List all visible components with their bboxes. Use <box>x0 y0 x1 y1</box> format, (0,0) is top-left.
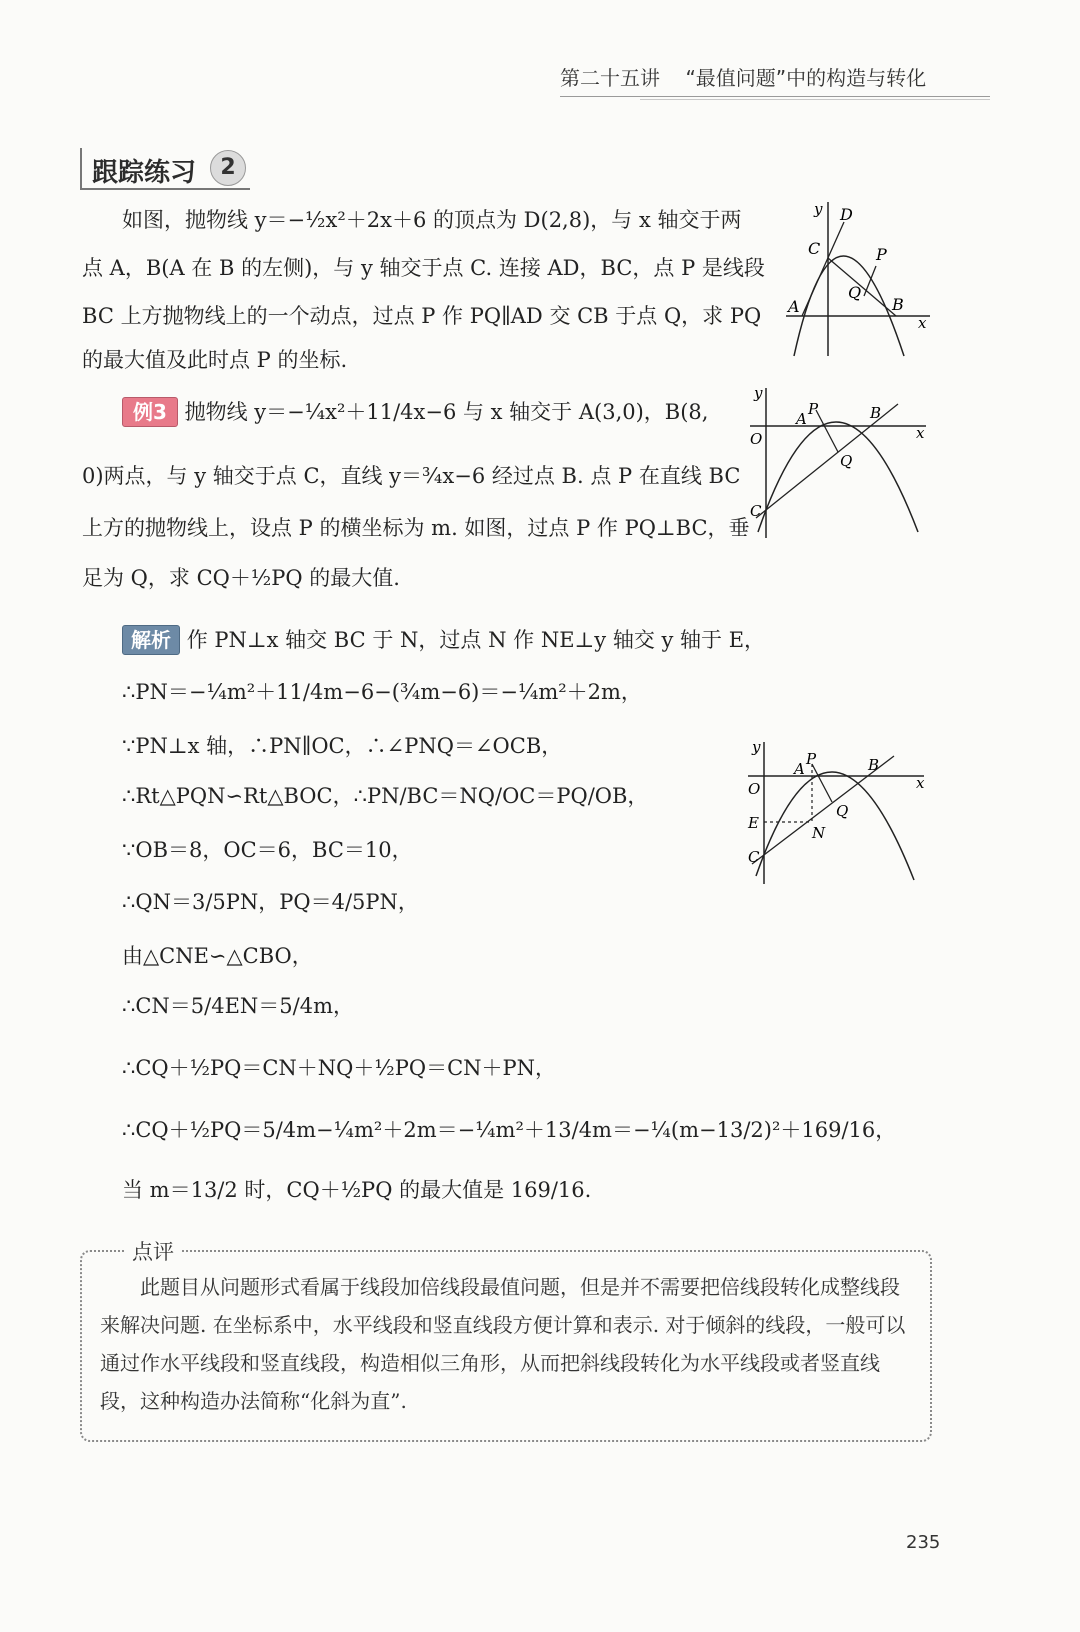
fig3-label-A: A <box>794 760 805 778</box>
section-rule <box>80 188 250 190</box>
fig3-label-y: y <box>752 738 761 756</box>
example-line-1 <box>82 392 742 460</box>
solution-line-1-text: 作 PN⊥x 轴交 BC 于 N，过点 N 作 NE⊥y 轴交 y 轴于 E， <box>186 628 766 652</box>
fig2-label-y: y <box>754 384 763 402</box>
fig1-label-Q: Q <box>848 283 862 302</box>
solution-line-11: 当 m＝13/2 时，CQ＋½PQ 的最大值是 169/16. <box>122 1178 592 1202</box>
practice-line-4: 的最大值及此时点 P 的坐标. <box>82 348 348 372</box>
fig2-segment-PQ <box>816 410 838 452</box>
example-line-1-text: 抛物线 y＝−¼x²＋11/4x−6 与 x 轴交于 A(3,0)，B(8, <box>184 400 709 424</box>
fig3-label-E: E <box>748 814 759 832</box>
solution <box>122 620 897 1224</box>
fig2-label-P: P <box>808 400 819 418</box>
fig1-label-A: A <box>788 297 800 316</box>
fig3-label-O: O <box>748 780 761 798</box>
fig3-label-Q: Q <box>836 802 849 820</box>
example-line-2: 0)两点，与 y 轴交于点 C，直线 y＝¾x−6 经过点 B. 点 P 在直线 BC <box>82 464 741 488</box>
practice-line-3: BC 上方抛物线上的一个动点，过点 P 作 PQ∥AD 交 CB 于点 Q，求 PQ <box>82 304 762 328</box>
practice-problem <box>82 204 772 388</box>
section-title: 跟踪练习 <box>92 158 197 188</box>
solution-line-9: ∴CQ＋½PQ＝CN＋NQ＋½PQ＝CN＋PN， <box>122 1056 557 1080</box>
header-rule-secondary <box>640 99 990 100</box>
fig1-label-y: y <box>814 200 823 218</box>
fig1-label-D: D <box>840 205 853 224</box>
figure-2-parabola <box>746 382 936 542</box>
fig2-label-A: A <box>796 410 807 428</box>
fig1-segment-AD <box>802 222 844 316</box>
fig1-label-B: B <box>892 295 904 314</box>
fig2-parabola-curve <box>758 422 918 532</box>
fig3-parabola-curve <box>756 772 914 880</box>
fig1-label-x: x <box>918 314 927 332</box>
solution-line-6: ∴QN＝3/5PN，PQ＝4/5PN， <box>122 890 419 914</box>
figure-3-parabola <box>744 736 934 886</box>
section-bar <box>80 148 82 188</box>
fig1-label-P: P <box>876 245 887 264</box>
fig3-label-B: B <box>868 756 880 774</box>
fig3-label-P: P <box>806 750 817 768</box>
solution-line-2: ∴PN＝−¼m²＋11/4m−6−(¾m−6)＝−¼m²＋2m， <box>122 680 642 704</box>
solution-line-10: ∴CQ＋½PQ＝5/4m−¼m²＋2m＝−¼m²＋13/4m＝−¼(m−13/2)²＋169/16， <box>122 1118 897 1142</box>
solution-line-1 <box>122 620 842 676</box>
fig1-parabola-curve <box>794 256 904 356</box>
practice-line-1: 如图，抛物线 y＝−½x²＋2x＋6 的顶点为 D(2,8)，与 x 轴交于两 <box>122 208 742 232</box>
solution-line-5: ∵OB＝8，OC＝6，BC＝10， <box>122 838 413 862</box>
fig2-label-x: x <box>916 424 925 442</box>
fig2-label-O: O <box>750 430 763 448</box>
header-rule <box>560 96 990 97</box>
example-line-3: 上方的抛物线上，设点 P 的横坐标为 m. 如图，过点 P 作 PQ⊥BC，垂 <box>82 516 750 540</box>
fig2-label-C: C <box>750 502 762 520</box>
running-header <box>560 62 926 91</box>
solution-line-7: 由△CNE∽△CBO， <box>122 944 313 968</box>
fig2-label-Q: Q <box>840 452 853 470</box>
fig2-label-B: B <box>870 404 882 422</box>
solution-badge: 解析 <box>122 625 180 655</box>
solution-line-3: ∵PN⊥x 轴，∴PN∥OC，∴∠PNQ＝∠OCB， <box>122 734 563 758</box>
chapter-label: 第二十五讲 <box>560 66 660 90</box>
example-badge: 例3 <box>122 397 178 427</box>
practice-line-2: 点 A，B(A 在 B 的左侧)，与 y 轴交于点 C. 连接 AD，BC，点 P 是线段 <box>82 256 765 280</box>
fig3-label-C: C <box>748 848 760 866</box>
solution-line-8: ∴CN＝5/4EN＝5/4m， <box>122 994 355 1018</box>
fig3-segment-PQ <box>812 764 832 802</box>
chapter-title: “最值问题”中的构造与转化 <box>685 66 927 90</box>
fig3-label-N: N <box>812 824 826 842</box>
fig3-label-x: x <box>916 774 925 792</box>
solution-line-4: ∴Rt△PQN∽Rt△BOC，∴PN/BC＝NQ/OC＝PQ/OB， <box>122 784 649 808</box>
example-3 <box>82 392 750 612</box>
example-line-4: 足为 Q，求 CQ＋½PQ 的最大值. <box>82 566 400 590</box>
figure-1-parabola <box>780 196 940 361</box>
review-text: 此题目从问题形式看属于线段加倍线段最值问题，但是并不需要把倍线段转化成整线段来解决问题. 在坐标系中，水平线段和竖直线段方便计算和表示. 对于倾斜的线段，一般可以通过作水平线段和竖直线段，构造相似三角形，从而把斜线段转化为水平线段或者竖直线段，这种构造办法简称“化斜为直”. <box>100 1275 906 1413</box>
section-number-badge: 2 <box>210 150 246 186</box>
fig1-label-C: C <box>808 239 821 258</box>
review-label: 点评 <box>126 1236 180 1266</box>
page-number: 235 <box>906 1532 941 1553</box>
